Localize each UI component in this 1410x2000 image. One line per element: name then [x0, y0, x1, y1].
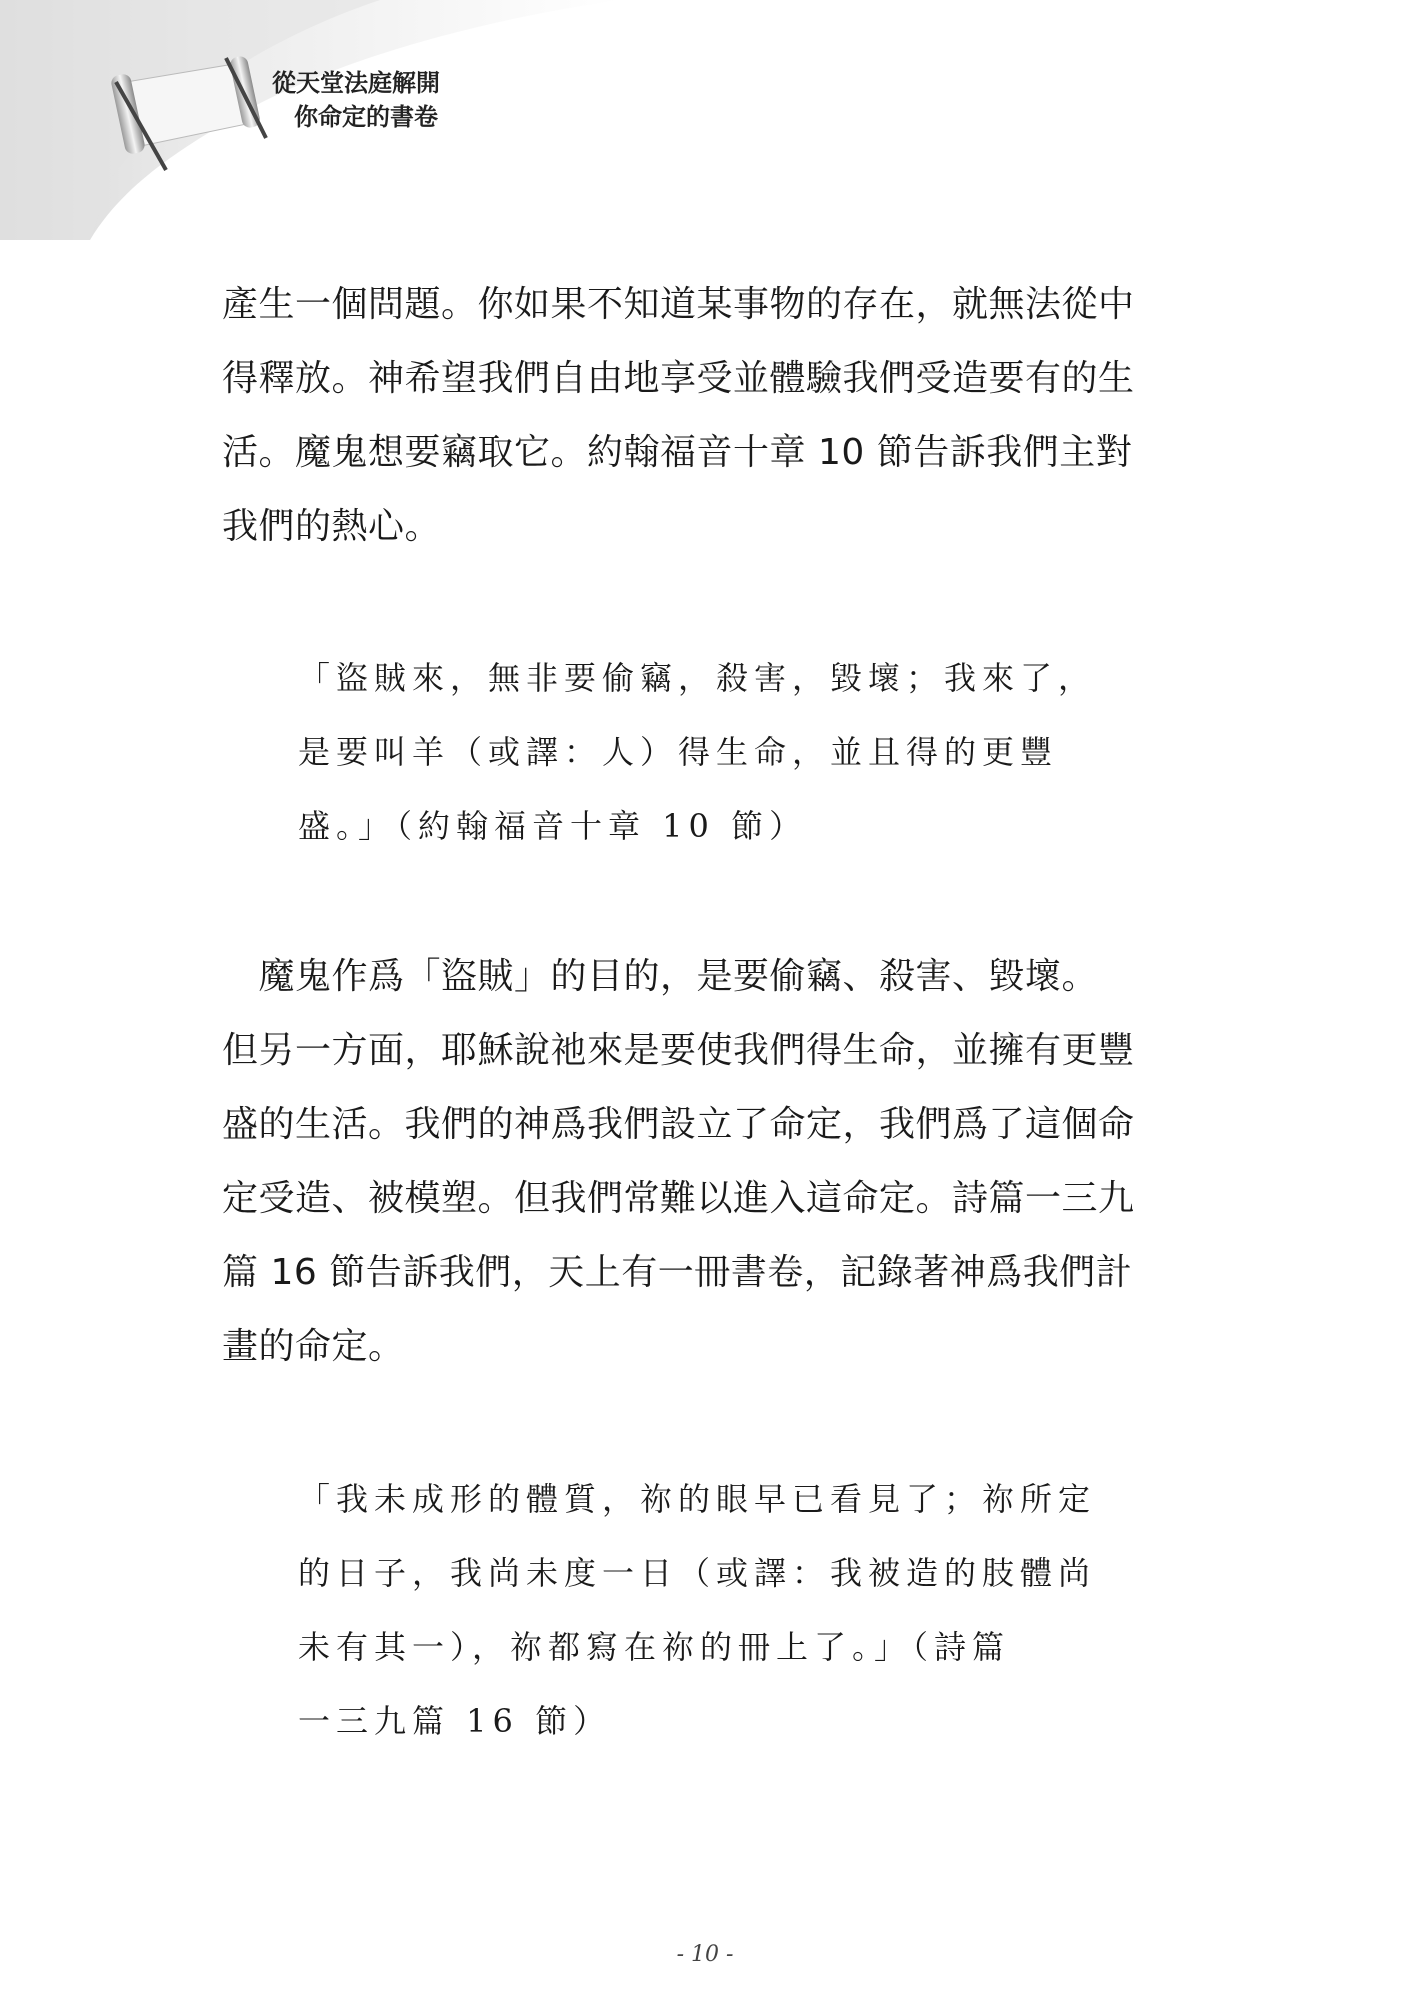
paragraph-line: 盛的生活。我們的神爲我們設立了命定，我們爲了這個命	[222, 1104, 1135, 1145]
paragraph-line: 活。魔鬼想要竊取它。約翰福音十章 10 節告訴我們主對	[222, 432, 1133, 473]
page-number: - 10 -	[676, 1942, 734, 1967]
paragraph-line: 畫的命定。	[222, 1326, 405, 1367]
quote-line: 「我未成形的體質，祢的眼早已看見了；祢所定	[298, 1480, 1097, 1518]
quote-line: 一三九篇 16 節）	[298, 1702, 612, 1740]
quote-line: 是要叫羊（或譯：人）得生命，並且得的更豐	[298, 733, 1059, 771]
running-header	[272, 66, 440, 134]
quote-line: 未有其一），祢都寫在祢的冊上了。」（詩篇	[298, 1628, 1011, 1666]
paragraph-line: 定受造、被模塑。但我們常難以進入這命定。詩篇一三九	[222, 1178, 1135, 1219]
book-title-line2: 你命定的書卷	[294, 102, 438, 131]
paragraph-line: 我們的熱心。	[222, 506, 442, 547]
paragraph-line: 得釋放。神希望我們自由地享受並體驗我們受造要有的生	[222, 358, 1135, 399]
scripture-quote-1	[298, 641, 1118, 863]
quote-line: 盛。」（約翰福音十章 10 節）	[298, 807, 808, 845]
paragraph-2	[222, 940, 1196, 1384]
book-title-line1: 從天堂法庭解開	[272, 68, 440, 97]
paragraph-line: 產生一個問題。你如果不知道某事物的存在，就無法從中	[222, 284, 1135, 325]
paragraph-line: 但另一方面，耶穌說祂來是要使我們得生命，並擁有更豐	[222, 1030, 1135, 1071]
quote-line: 「盜賊來，無非要偷竊，殺害，毀壞；我來了，	[298, 659, 1097, 697]
paragraph-line: 篇 16 節告訴我們，天上有一冊書卷，記錄著神爲我們計	[222, 1252, 1133, 1293]
scroll-icon	[96, 52, 276, 172]
scripture-quote-2	[298, 1462, 1118, 1758]
paragraph-line: 魔鬼作爲「盜賊」的目的，是要偷竊、殺害、毀壞。	[222, 956, 1099, 997]
paragraph-1	[222, 268, 1196, 564]
quote-line: 的日子，我尚未度一日（或譯：我被造的肢體尚	[298, 1554, 1097, 1592]
